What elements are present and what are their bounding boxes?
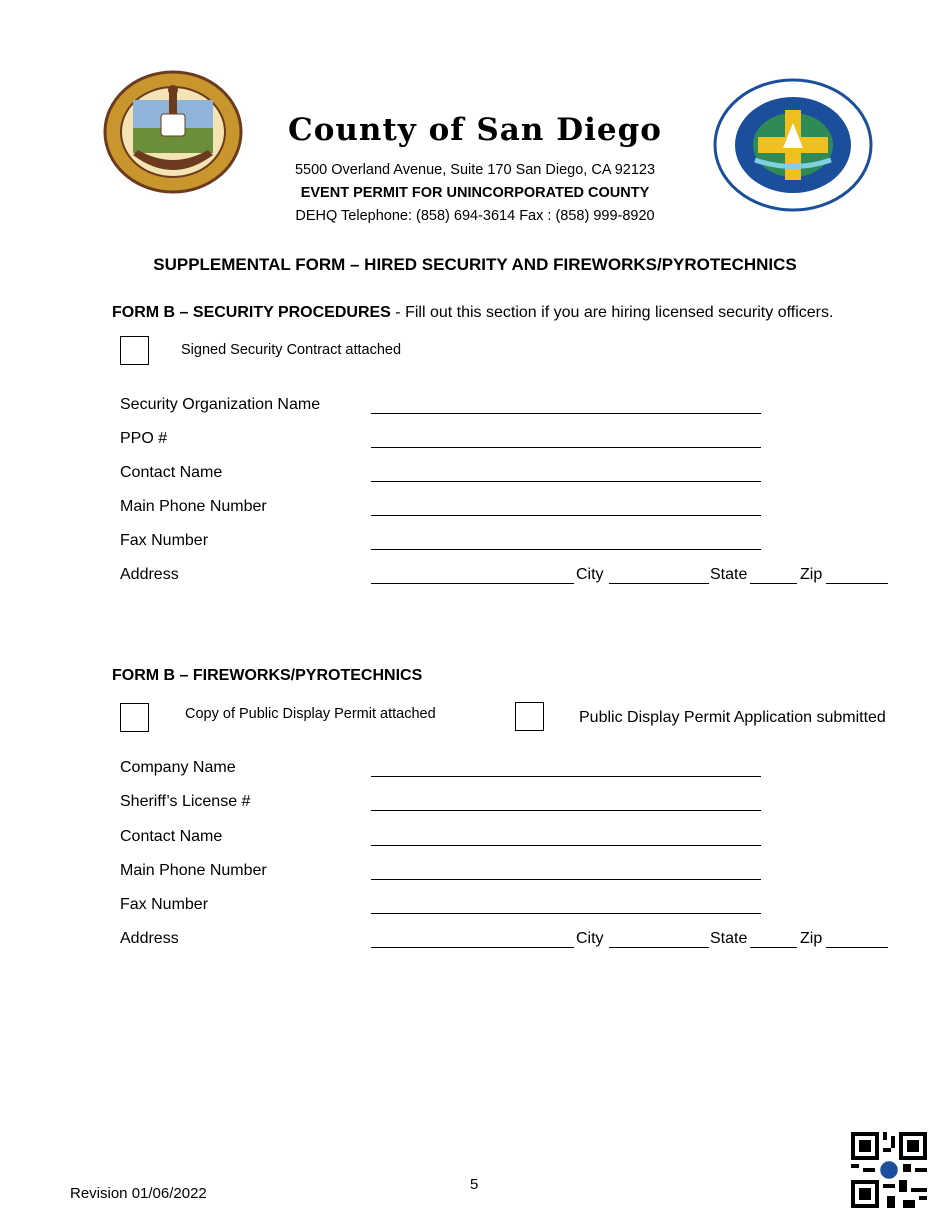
security-city-field[interactable] [609,583,709,584]
dehq-seal-logo [713,78,873,213]
fireworks-fax-label: Fax Number [120,896,209,913]
fireworks-heading-bold: FORM B – FIREWORKS/PYROTECHNICS [112,667,423,684]
qr-code [851,1132,927,1208]
security-fax-field[interactable] [371,549,761,550]
ppo-number-field[interactable] [371,447,761,448]
sheriff-license-field[interactable] [371,810,761,811]
fireworks-state-field[interactable] [750,947,797,948]
company-name-field[interactable] [371,776,761,777]
security-address-label: Address [120,566,179,583]
security-main-phone-label: Main Phone Number [120,498,267,515]
public-display-permit-attached-label: Copy of Public Display Permit attached [185,706,436,722]
security-heading-instructions: - Fill out this section if you are hiring licensed security officers. [390,304,834,321]
revision-date: Revision 01/06/2022 [70,1185,207,1202]
fireworks-main-phone-field[interactable] [371,879,761,880]
office-address: 5500 Overland Avenue, Suite 170 San Diego, CA 92123 [294,162,656,178]
security-org-name-field[interactable] [371,413,761,414]
security-fax-label: Fax Number [120,532,209,549]
security-zip-field[interactable] [826,583,888,584]
signed-security-contract-checkbox[interactable] [120,336,149,365]
security-contact-name-field[interactable] [371,481,761,482]
fireworks-section-heading [112,667,422,685]
ppo-number-label: PPO # [120,430,168,447]
page-number: 5 [470,1176,479,1193]
security-state-field[interactable] [750,583,797,584]
fireworks-city-field[interactable] [609,947,709,948]
security-main-phone-field[interactable] [371,515,761,516]
sheriff-license-label: Sheriff’s License # [120,793,251,810]
security-contact-name-label: Contact Name [120,464,223,481]
permit-application-submitted-label: Public Display Permit Application submitted [579,709,886,726]
county-title: County of San Diego [288,112,662,148]
fireworks-fax-field[interactable] [371,913,761,914]
fireworks-main-phone-label: Main Phone Number [120,862,267,879]
security-zip-label: Zip [800,566,823,583]
permit-title: EVENT PERMIT FOR UNINCORPORATED COUNTY [300,185,650,201]
fireworks-state-label: State [710,930,748,947]
security-heading-bold: FORM B – SECURITY PROCEDURES [112,304,391,321]
fireworks-zip-label: Zip [800,930,823,947]
fireworks-zip-field[interactable] [826,947,888,948]
security-org-name-label: Security Organization Name [120,396,321,413]
security-state-label: State [710,566,748,583]
fireworks-contact-name-label: Contact Name [120,828,223,845]
signed-security-contract-label: Signed Security Contract attached [181,342,402,358]
company-name-label: Company Name [120,759,236,776]
form-title: SUPPLEMENTAL FORM – HIRED SECURITY AND FIREWORKS/PYROTECHNICS [153,255,797,274]
fireworks-contact-name-field[interactable] [371,845,761,846]
security-city-label: City [576,566,604,583]
fireworks-address-label: Address [120,930,179,947]
security-section-heading [112,304,833,322]
security-address-street-field[interactable] [371,583,574,584]
public-display-permit-attached-checkbox[interactable] [120,703,149,732]
phone-fax-line: DEHQ Telephone: (858) 694-3614 Fax : (858) 999-8920 [295,208,655,224]
fireworks-address-street-field[interactable] [371,947,574,948]
permit-application-submitted-checkbox[interactable] [515,702,544,731]
fireworks-city-label: City [576,930,604,947]
